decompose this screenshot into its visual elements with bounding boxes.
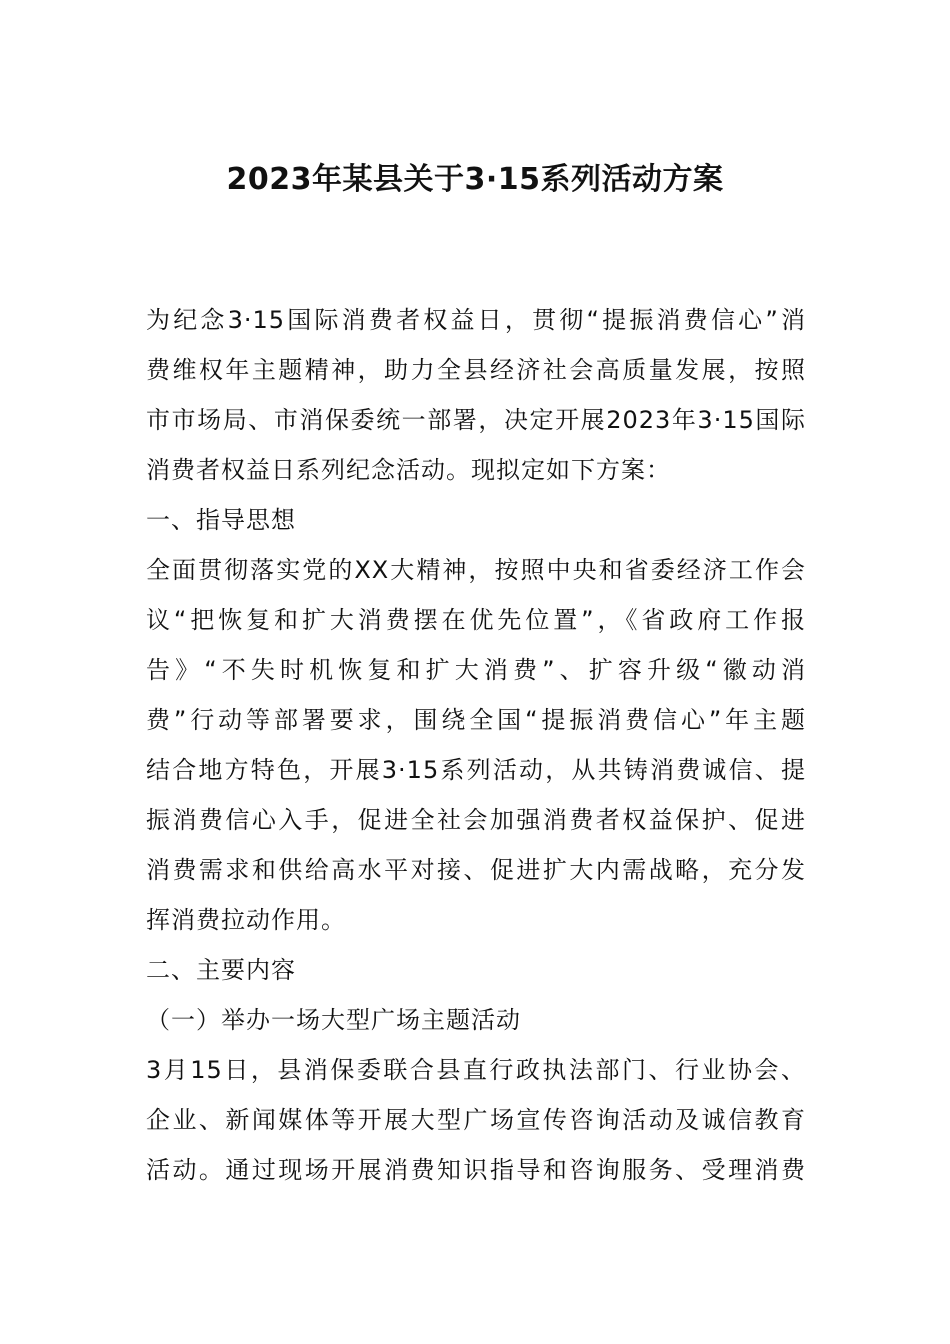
subsection-heading: （一）举办一场大型广场主题活动 (146, 1006, 521, 1034)
body-line: 3月15日，县消保委联合县直行政执法部门、行业协会、 (146, 1056, 806, 1084)
body-line: 费”行动等部署要求，围绕全国“提振消费信心”年主题 (146, 706, 806, 734)
body-line: 为纪念3·15国际消费者权益日，贯彻“提振消费信心”消 (146, 306, 806, 334)
body-line: 企业、新闻媒体等开展大型广场宣传咨询活动及诚信教育 (146, 1106, 806, 1134)
body-line: 结合地方特色，开展3·15系列活动，从共铸消费诚信、提 (146, 756, 806, 784)
body-line: 消费需求和供给高水平对接、促进扩大内需战略，充分发 (146, 856, 806, 884)
body-line: 全面贯彻落实党的XX大精神，按照中央和省委经济工作会 (146, 556, 806, 584)
body-line: 市市场局、市消保委统一部署，决定开展2023年3·15国际 (146, 406, 806, 434)
body-line: 费维权年主题精神，助力全县经济社会高质量发展，按照 (146, 356, 806, 384)
document-body (146, 295, 806, 1195)
document-title: 2023年某县关于3·15系列活动方案 (226, 162, 724, 197)
body-line: 活动。通过现场开展消费知识指导和咨询服务、受理消费 (146, 1156, 806, 1184)
body-line: 振消费信心入手，促进全社会加强消费者权益保护、促进 (146, 806, 806, 834)
body-line: 议“把恢复和扩大消费摆在优先位置”，《省政府工作报 (146, 606, 806, 634)
section-heading: 一、指导思想 (146, 506, 296, 534)
section-heading: 二、主要内容 (146, 956, 296, 984)
body-line: 消费者权益日系列纪念活动。现拟定如下方案： (146, 456, 671, 484)
body-line: 告》“不失时机恢复和扩大消费”、扩容升级“徽动消 (146, 656, 806, 684)
body-line: 挥消费拉动作用。 (146, 906, 346, 934)
